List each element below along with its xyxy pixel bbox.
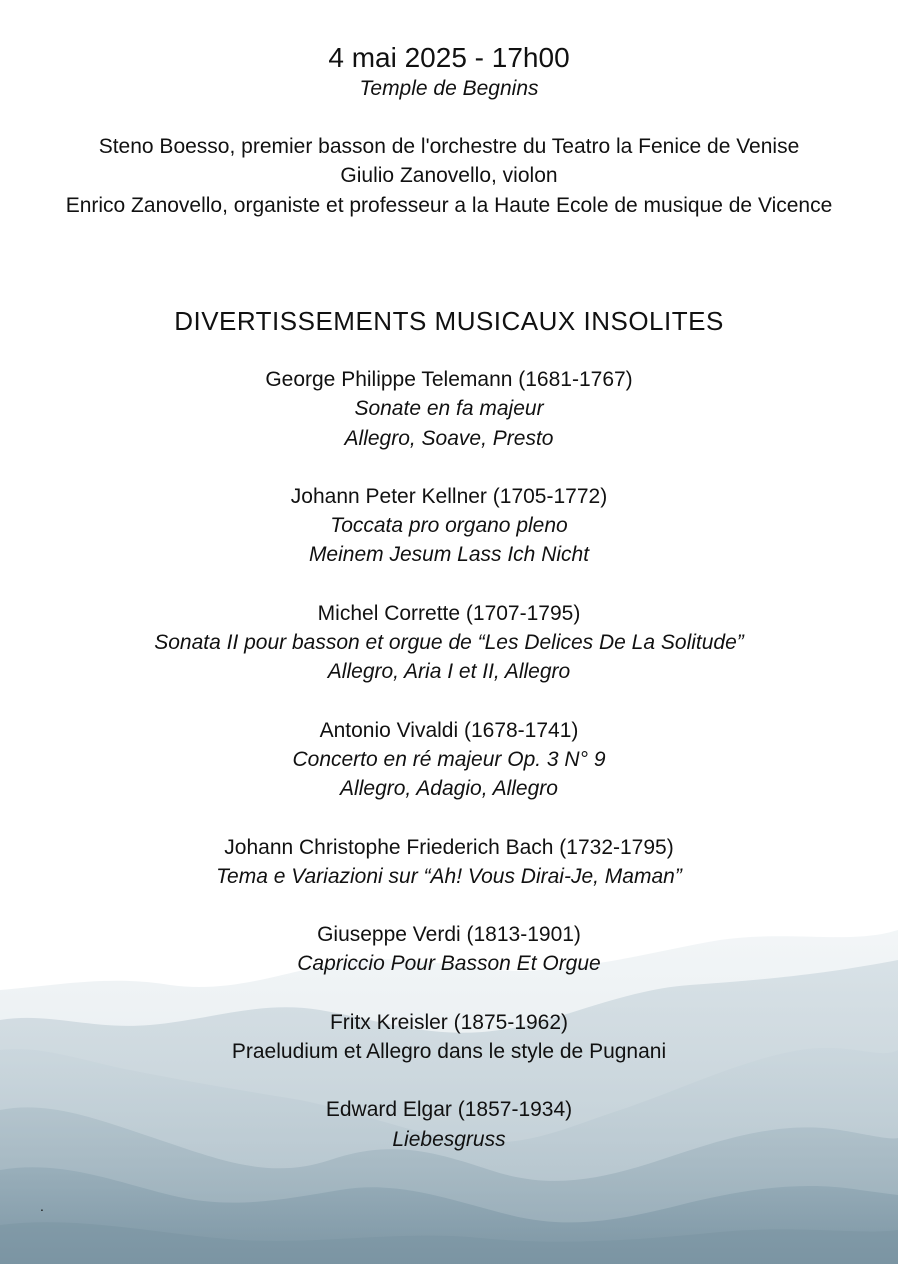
work-line: Liebesgruss [392,1127,506,1151]
composer-dates: (1705-1772) [486,484,608,508]
program-list [0,365,898,1183]
program-piece [0,482,898,570]
composer-dates: (1732-1795) [553,835,674,859]
program-piece [0,716,898,804]
performer [60,132,838,161]
composer-name: Johann Christophe Friederich Bach [224,835,554,859]
performer [60,161,838,190]
work-line: Tema e Variazioni sur “Ah! Vous Dirai-Je, Maman” [216,864,682,888]
program-piece [0,920,898,979]
program-piece [0,365,898,453]
composer-name: George Philippe Telemann [265,368,513,391]
composer-name: Giuseppe Verdi [317,923,461,947]
performer-role: , premier basson de l'orchestre du Teatro la Fenice de Venise [229,135,800,158]
work-line: Allegro, Aria I et II, Allegro [327,660,571,684]
program-piece [0,833,898,892]
work-line: Toccata pro organo pleno [330,514,568,538]
performers-list [60,132,838,220]
work-line: Sonate en fa majeur [354,397,544,421]
composer-name: Michel Corrette [317,601,461,625]
work-line: Concerto en ré majeur Op. 3 N° 9 [292,747,606,771]
event-date: 4 mai 2025 - 17h00 [328,42,570,73]
program-title: DIVERTISSEMENTS MUSICAUX INSOLITES [174,306,724,336]
composer-name: Johann Peter Kellner [290,484,487,508]
event-venue: Temple de Begnins [359,77,539,100]
composer-name: Edward Elgar [325,1098,452,1122]
composer-name: Fritx Kreisler (1875-1962) [329,1010,569,1034]
performer-name: Giulio Zanovello [340,164,492,188]
composer-dates: (1678-1741) [458,718,579,742]
program-piece [0,1008,898,1067]
composer-dates: (1857-1934) [451,1098,573,1122]
performer-role: , organiste et professeur a la Haute Ecole de musique de Vicence [222,193,833,217]
work-line: Meinem Jesum Lass Ich Nicht [308,543,590,567]
performer-role: , violon [491,164,558,188]
program-piece [0,599,898,687]
work-line: Sonata II pour basson et orgue de “Les Delices De La Solitude” [154,631,744,655]
composer-dates: (1707-1795) [460,601,581,625]
work-line: Praeludium et Allegro dans le style de Pugnani [231,1040,667,1064]
composer-dates: (1813-1901) [460,923,581,947]
work-line: Capriccio Pour Basson Et Orgue [297,952,601,976]
performer-name: Steno Boesso [98,135,230,158]
footer-dot: . [40,1198,44,1214]
performer-name: Enrico Zanovello [65,193,223,217]
program-piece [0,1095,898,1154]
composer-name: Antonio Vivaldi [319,718,459,742]
composer-dates: (1681-1767) [512,368,633,391]
performer [60,191,838,220]
work-line: Allegro, Adagio, Allegro [340,777,558,801]
work-line: Allegro, Soave, Presto [344,426,554,450]
